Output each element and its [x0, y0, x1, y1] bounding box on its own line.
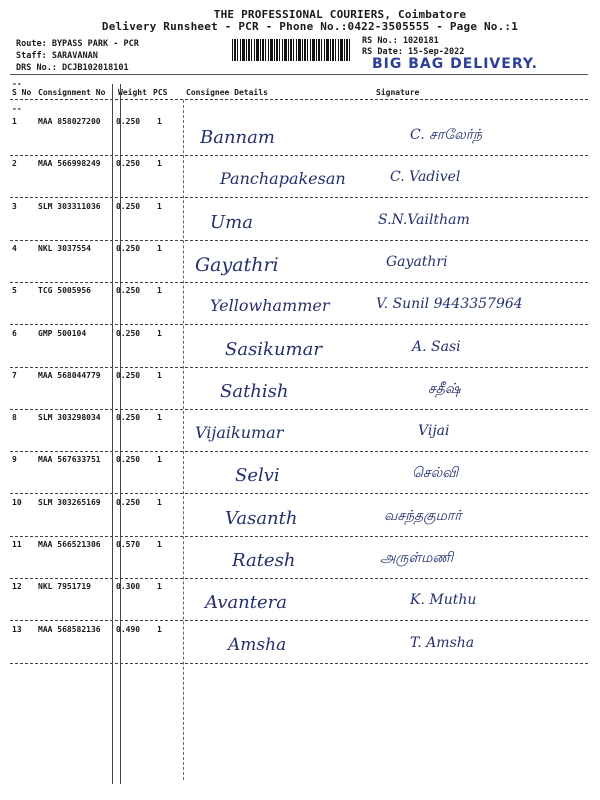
row-separator [10, 282, 588, 283]
company-title: THE PROFESSIONAL COURIERS, Coimbatore [213, 8, 467, 21]
row-weight: 0.300 [116, 582, 141, 591]
row-pcs: 1 [157, 540, 162, 549]
row-consignment: TCG 5005956 [38, 286, 91, 295]
row-separator [10, 155, 588, 156]
row-separator [10, 451, 588, 452]
row-pcs: 1 [157, 286, 162, 295]
row-consignment: NKL 3037554 [38, 244, 91, 253]
row-weight: 0.250 [116, 117, 141, 126]
row-consignment: NKL 7951719 [38, 582, 91, 591]
row-separator [10, 367, 588, 368]
table-row [0, 329, 600, 371]
consignee-name: Vasanth [225, 508, 298, 529]
dash-mark: -- [12, 79, 22, 88]
table-row [0, 455, 600, 497]
row-pcs: 1 [157, 413, 162, 422]
table-row [0, 413, 600, 455]
col-sno: S No [12, 88, 32, 97]
consignee-name: Sathish [220, 381, 289, 402]
big-bag-stamp: BIG BAG DELIVERY. [372, 56, 538, 72]
row-sno: 3 [12, 202, 17, 211]
staff-label: Staff: SARAVANAN [16, 51, 98, 61]
rs-date: RS Date: 15-Sep-2022 [362, 47, 465, 57]
rs-number: RS No.: 1020181 [362, 36, 439, 46]
signature: C. Vadivel [390, 169, 461, 185]
col-pcs: PCS [153, 88, 168, 97]
barcode [232, 39, 352, 61]
col-consignment: Consignment No [38, 88, 106, 97]
table-row [0, 117, 600, 159]
table-row [0, 582, 600, 624]
drs-number: DRS No.: DCJB102018101 [16, 63, 129, 73]
col-details: Consignee Details [186, 88, 268, 97]
consignee-name: Selvi [235, 465, 280, 486]
table-row [0, 159, 600, 201]
row-weight: 0.250 [116, 202, 141, 211]
row-weight: 0.250 [116, 286, 141, 295]
table-row [0, 371, 600, 413]
signature: Gayathri [386, 254, 448, 270]
row-consignment: MAA 566998249 [38, 159, 101, 168]
row-sno: 4 [12, 244, 17, 253]
row-consignment: SLM 303311036 [38, 202, 101, 211]
table-row [0, 540, 600, 582]
row-pcs: 1 [157, 202, 162, 211]
row-pcs: 1 [157, 455, 162, 464]
row-separator [10, 578, 588, 579]
signature: அருள்மணி [380, 550, 454, 566]
signature: T. Amsha [410, 635, 475, 651]
consignee-name: Panchapakesan [220, 169, 346, 188]
signature: செல்வி [412, 465, 459, 481]
table-row [0, 286, 600, 328]
row-pcs: 1 [157, 371, 162, 380]
row-consignment: SLM 303265169 [38, 498, 101, 507]
row-consignment: SLM 303298034 [38, 413, 101, 422]
consignee-name: Ratesh [232, 550, 296, 571]
row-sno: 5 [12, 286, 17, 295]
row-weight: 0.250 [116, 413, 141, 422]
row-separator [10, 663, 588, 664]
row-sno: 10 [12, 498, 22, 507]
header-divider [10, 74, 588, 75]
signature: சதீஷ் [428, 381, 461, 397]
row-sno: 9 [12, 455, 17, 464]
dash-mark: -- [12, 104, 22, 113]
route-label: Route: BYPASS PARK - PCR [16, 39, 139, 49]
row-consignment: MAA 566521306 [38, 540, 101, 549]
row-pcs: 1 [157, 159, 162, 168]
col-signature: Signature [376, 88, 420, 97]
row-sno: 12 [12, 582, 22, 591]
signature: S.N.Vailtham [378, 212, 470, 228]
row-consignment: MAA 568582136 [38, 625, 101, 634]
row-separator [10, 240, 588, 241]
consignee-name: Bannam [200, 127, 275, 148]
signature: C. சாலேர்ந் [410, 127, 483, 143]
consignee-name: Amsha [228, 635, 287, 655]
row-consignment: MAA 568044779 [38, 371, 101, 380]
row-consignment: MAA 858027200 [38, 117, 101, 126]
row-weight: 0.250 [116, 244, 141, 253]
consignee-name: Avantera [205, 592, 287, 613]
row-sno: 11 [12, 540, 22, 549]
signature: வசந்தகுமார் [384, 508, 462, 524]
row-sno: 13 [12, 625, 22, 634]
row-sno: 8 [12, 413, 17, 422]
consignee-name: Vijaikumar [195, 423, 284, 442]
col-weight: Weight [118, 88, 147, 97]
row-separator [10, 197, 588, 198]
row-sno: 2 [12, 159, 17, 168]
row-weight: 0.490 [116, 625, 141, 634]
row-separator [10, 409, 588, 410]
row-consignment: GMP 500104 [38, 329, 87, 338]
row-pcs: 1 [157, 625, 162, 634]
header-rule [10, 99, 588, 100]
row-consignment: MAA 567633751 [38, 455, 101, 464]
row-pcs: 1 [157, 117, 162, 126]
table-row [0, 625, 600, 667]
row-weight: 0.250 [116, 159, 141, 168]
table-row [0, 202, 600, 244]
signature: K. Muthu [410, 592, 477, 608]
row-sno: 1 [12, 117, 17, 126]
consignee-name: Yellowhammer [210, 296, 330, 315]
row-weight: 0.250 [116, 329, 141, 338]
table-row [0, 498, 600, 540]
row-weight: 0.250 [116, 498, 141, 507]
row-pcs: 1 [157, 329, 162, 338]
row-separator [10, 536, 588, 537]
row-weight: 0.570 [116, 540, 141, 549]
runsheet-title: Delivery Runsheet - PCR - Phone No.:0422-3505555 - Page No.:1 [101, 20, 519, 33]
consignee-name: Gayathri [195, 254, 279, 276]
row-pcs: 1 [157, 582, 162, 591]
row-separator [10, 324, 588, 325]
row-sno: 6 [12, 329, 17, 338]
signature: Vijai [418, 423, 450, 439]
table-row [0, 244, 600, 286]
signature: V. Sunil 9443357964 [376, 296, 523, 312]
row-pcs: 1 [157, 498, 162, 507]
row-separator [10, 493, 588, 494]
row-separator [10, 620, 588, 621]
row-weight: 0.250 [116, 455, 141, 464]
consignee-name: Sasikumar [225, 339, 322, 360]
consignee-name: Uma [210, 212, 253, 233]
row-sno: 7 [12, 371, 17, 380]
row-weight: 0.250 [116, 371, 141, 380]
signature: A. Sasi [412, 339, 461, 355]
row-pcs: 1 [157, 244, 162, 253]
